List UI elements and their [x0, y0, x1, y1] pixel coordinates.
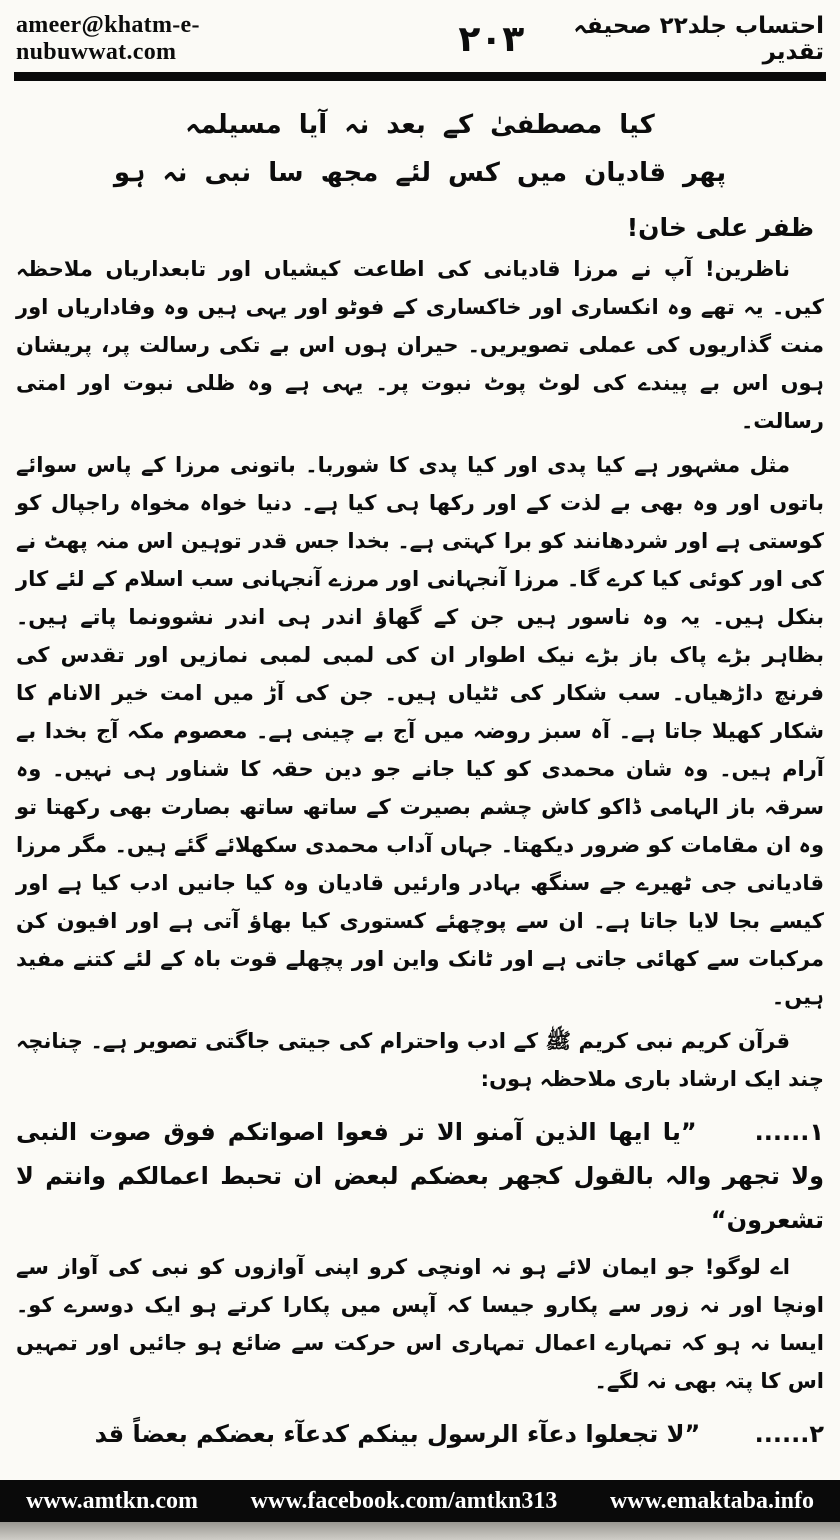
scan-edge-strip [0, 1522, 840, 1540]
page-content [0, 81, 840, 1480]
page-header [0, 0, 840, 70]
poem-line-1: کیا مصطفیٰ کے بعد نہ آیا مسیلمہ [185, 110, 655, 140]
quran-quote-2 [16, 1412, 824, 1456]
body-paragraph-1: ناظرین! آپ نے مرزا قادیانی کی اطاعت کیشیاں اور تابعداریاں ملاحظہ کیں۔ یہ تھے وہ انکساری اور خاکساری کے فوٹو اور یہی ہیں وہ وفاداریاں اور منت گذاریوں کی عملی تصویریں۔ حیران ہوں اس بے تکی رسالت پر، پریشان ہوں اس بے پیندے کی لوٹ پوٹ نبوت پر۔ یہی ہے وہ ظلی نبوت اور امتی رسالت۔ [16, 257, 824, 433]
quote-1-number: ۱...... [754, 1118, 825, 1146]
poem-attribution: ظفر علی خان! [626, 213, 814, 242]
footer-bar [0, 1480, 840, 1522]
quote-1-translation: اے لوگو! جو ایمان لائے ہو نہ اونچی کرو اپنی آوازوں کو نبی کی آواز سے اونچا اور نہ زور سے پکارو جیسا کہ آپس میں پکارا کرتے ہو ایک دوسرے کو۔ ایسا نہ ہو کہ تمہارے اعمال تمہاری اس حرکت سے ضائع ہو جائیں اور تمہیں اس کا پتہ بھی نہ لگے۔ [16, 1255, 824, 1393]
page-number: ۲۰۳ [458, 18, 525, 60]
quran-quote-1 [16, 1110, 824, 1242]
quote-2-arabic-text: ”لا تجعلوا دعآء الرسول بینکم کدعآء بعضکم بعضاً قد [94, 1420, 701, 1448]
body-paragraph-3: قرآن کریم نبی کریم ﷺ کے ادب واحترام کی جیتی جاگتی تصویر ہے۔ چنانچہ چند ایک ارشاد باری ملاحظہ ہوں: [16, 1029, 824, 1091]
footer-link-amtkn: www.amtkn.com [26, 1487, 198, 1514]
header-book-title: احتساب جلد۲۲ صحیفہ تقدیر [573, 13, 824, 65]
quote-1-arabic-text: ”یا ایھا الذین آمنو الا تر فعوا اصواتکم فوق صوت النبی ولا تجھر والہ بالقول کجھر بعضکم لبعض ان تحبط اعمالکم وانتم لا تشعرون“ [16, 1118, 824, 1234]
poem-line-2: پھر قادیان میں کس لئے مجھ سا نبی نہ ہو [113, 158, 727, 188]
footer-link-emaktaba: www.emaktaba.info [609, 1487, 814, 1514]
footer-link-facebook: www.facebook.com/amtkn313 [250, 1487, 558, 1514]
quote-2-number: ۲...... [754, 1420, 824, 1448]
body-paragraph-2: مثل مشہور ہے کیا پدی اور کیا پدی کا شوربا۔ باتونی مرزا کے پاس سوائے باتوں اور وہ بھی بے لذت کے اور رکھا ہی کیا ہے۔ دنیا خواہ مخواہ راجپال کو کوستی ہے اور شردھانند کو برا کہتی ہے۔ بخدا جس قدر توہین اس منہ پھٹ نے کی اور کوئی کیا کرے گا۔ مرزا آنجہانی اور مرزے آنجہانی سب اسلام کے لئے کار بنکل ہیں۔ یہ وہ ناسور ہیں جن کے گھاؤ اندر ہی اندر نشوونما پاتے ہیں۔ بظاہر بڑے پاک باز بڑے نیک اطوار ان کی لمبی لمبی نمازیں اور تقدس کی فرنچ داڑھیاں۔ سب شکار کی ٹٹیاں ہیں۔ جن کی آڑ میں امت خیر الانام کا شکار کھیلا جاتا ہے۔ آہ سبز روضہ میں آج بے چینی ہے۔ معصوم مکہ آج بخدا بے آرام ہیں۔ وہ شان محمدی کو کیا جانے جو دین حقہ کا شناور ہی نہیں۔ وہ سرقہ باز الہامی ڈاکو کاش چشم بصیرت کے ساتھ ساتھ بصارت بھی رکھتا تو وہ ان مقامات کو ضرور دیکھتا۔ جہاں آداب محمدی سکھلائے گئے ہیں۔ مگر مرزا قادیانی جی ٹھیرے جے سنگھ بہادر وارئیں قادیان وہ کیا جانیں ادب کیا ہے اور کیسے بجا لایا جاتا ہے۔ ان سے پوچھئے کستوری کیا بھاؤ آتی ہے اور افیون کن مرکبات سے کھائی جاتی ہے اور ٹانک واین اور پچھلے قوت باہ کے لئے کتنے مفید ہیں۔ [16, 453, 824, 1009]
header-divider-bar [14, 72, 826, 81]
poem-couplet [16, 101, 824, 197]
header-email: ameer@khatm-e-nubuwwat.com [16, 12, 200, 65]
